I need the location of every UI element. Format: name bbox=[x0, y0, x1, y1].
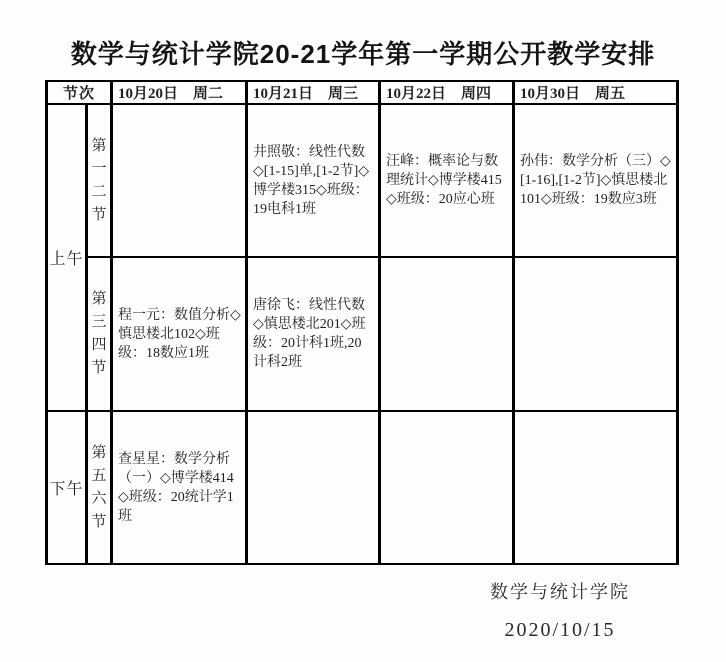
cell-tue-period-3-4: 程一元：数值分析◇慎思楼北102◇班级：18数应1班 bbox=[112, 257, 247, 411]
cell-fri-period-1-2: 孙伟：数学分析（三）◇[1-16],[1-2节]◇慎思楼北101◇班级：19数应3班 bbox=[514, 104, 678, 257]
cell-wed-period-1-2: 井照敬：线性代数◇[1-15]单,[1-2节]◇博学楼315◇班级：19电科1班 bbox=[247, 104, 380, 257]
cell-wed-period-5-6 bbox=[247, 411, 380, 564]
cell-fri-period-5-6 bbox=[514, 411, 678, 564]
cell-thu-period-5-6 bbox=[380, 411, 514, 564]
cell-tue-period-5-6: 查星星：数学分析（一）◇博学楼414◇班级：20统计学1班 bbox=[112, 411, 247, 564]
cell-thu-period-3-4 bbox=[380, 257, 514, 411]
day-header-friday: 10月30日 周五 bbox=[514, 81, 678, 104]
day-header-thursday: 10月22日 周四 bbox=[380, 81, 514, 104]
period-label-5-6: 第五六节 bbox=[87, 411, 112, 564]
session-afternoon: 下午 bbox=[47, 411, 87, 564]
corner-header: 节次 bbox=[47, 81, 112, 104]
page-title: 数学与统计学院20-21学年第一学期公开教学安排 bbox=[70, 39, 656, 69]
day-header-tuesday: 10月20日 周二 bbox=[112, 81, 247, 104]
footer-date: 2020/10/15 bbox=[504, 619, 616, 641]
header-row bbox=[47, 81, 678, 104]
cell-wed-period-3-4: 唐徐飞：线性代数◇慎思楼北201◇班级：20计科1班,20计科2班 bbox=[247, 257, 380, 411]
day-header-wednesday: 10月21日 周三 bbox=[247, 81, 380, 104]
row-period-1-2 bbox=[47, 104, 678, 257]
cell-fri-period-3-4 bbox=[514, 257, 678, 411]
cell-tue-period-1-2 bbox=[112, 104, 247, 257]
period-label-3-4: 第三四节 bbox=[87, 257, 112, 411]
cell-thu-period-1-2: 汪峰：概率论与数理统计◇博学楼415◇班级：20应心班 bbox=[380, 104, 514, 257]
row-period-5-6 bbox=[47, 411, 678, 564]
period-label-1-2: 第一二节 bbox=[87, 104, 112, 257]
schedule-table bbox=[45, 80, 679, 565]
footer-signature: 数学与统计学院 bbox=[490, 582, 630, 602]
row-period-3-4 bbox=[47, 257, 678, 411]
session-morning: 上午 bbox=[47, 104, 87, 411]
